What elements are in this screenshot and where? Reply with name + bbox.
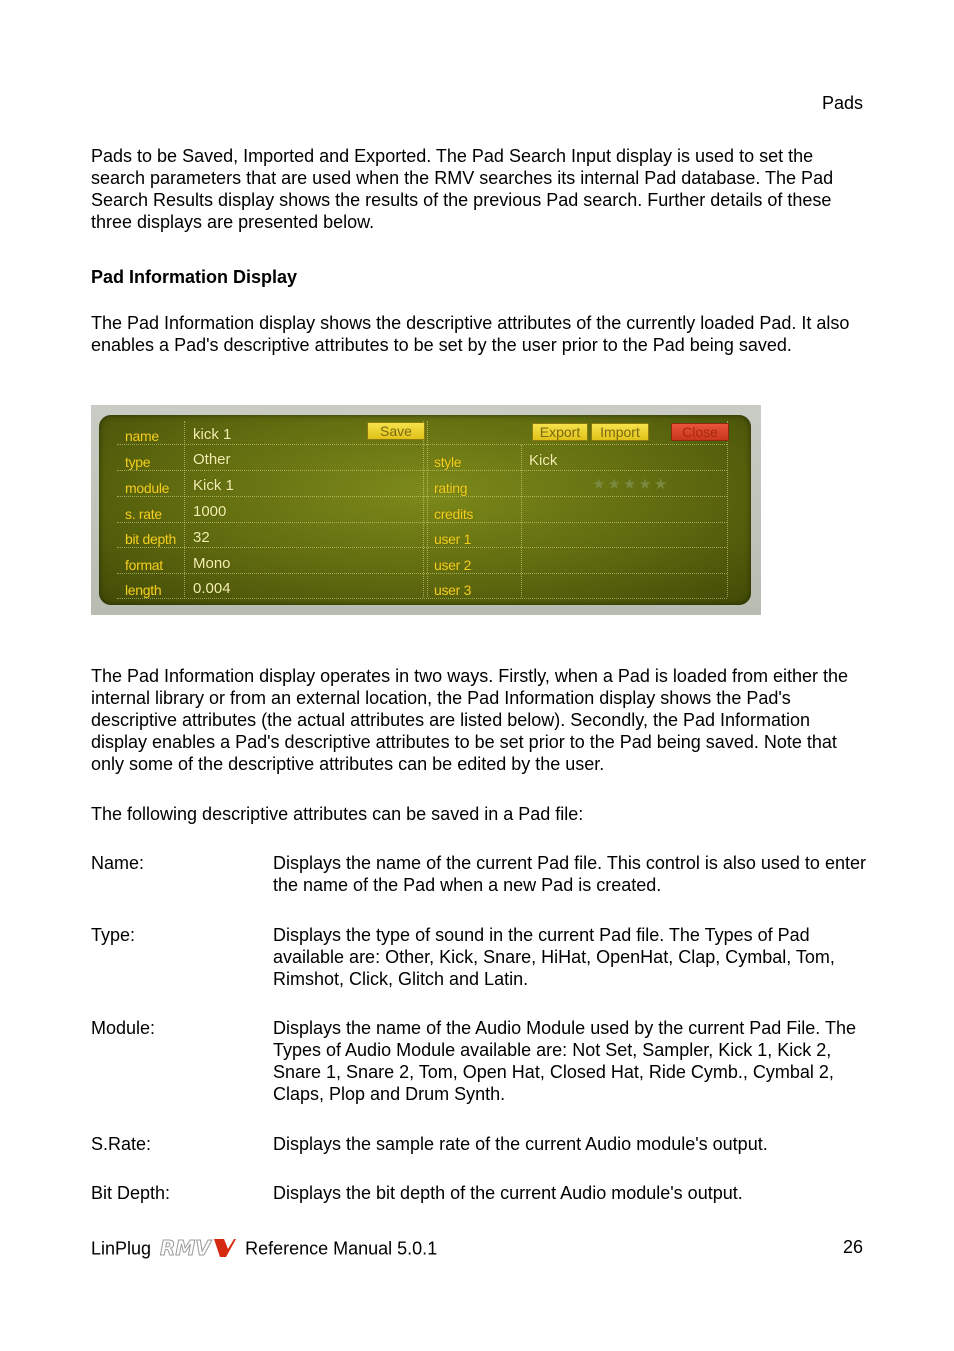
intro-paragraph: Pads to be Saved, Imported and Exported. The Pad Search Input display is used to set the search parameters that are used when the RMV searches its internal Pad database. The Pad Search Results display shows the results of the previous Pad search. Further details of these three displays are presented below. (91, 146, 834, 232)
term: Name: (91, 853, 145, 873)
label-credits: credits (434, 506, 474, 522)
bit-depth-value: 32 (193, 529, 210, 546)
label-rating: rating (434, 480, 468, 496)
divider (423, 421, 424, 597)
term: Module: (91, 1018, 156, 1038)
logo-accent (214, 1239, 236, 1257)
user-1-field[interactable] (529, 527, 725, 545)
pad-information-display (91, 405, 761, 615)
format-value: Mono (193, 555, 231, 572)
label-user-2: user 2 (434, 557, 472, 573)
following-paragraph: The following descriptive attributes can be saved in a Pad file: (91, 804, 584, 824)
type-field[interactable]: Other (193, 451, 231, 468)
description: Displays the bit depth of the current Audio module's output. (273, 1183, 743, 1203)
footer-title (91, 1236, 437, 1259)
star-icon[interactable]: ★ (653, 476, 670, 493)
star-icon[interactable]: ★ (607, 476, 623, 493)
label-format: format (125, 557, 163, 573)
logo-text: RMV (160, 1237, 211, 1260)
save-button[interactable]: Save (367, 422, 425, 440)
divider (184, 421, 185, 597)
description: Displays the type of sound in the current Pad file. The Types of Pad available are: Other, Kick, Snare, HiHat, OpenHat, Clap, Cymbal, Tom, Rimshot, Click, Glitch and Latin. (273, 925, 835, 989)
module-value: Kick 1 (193, 477, 234, 494)
star-icon[interactable]: ★ (592, 476, 608, 493)
star-icon[interactable]: ★ (638, 476, 654, 493)
page-number: 26 (842, 1237, 863, 1257)
label-s-rate: s. rate (125, 506, 162, 522)
style-field[interactable]: Kick (529, 452, 558, 469)
divider (521, 445, 522, 597)
divider (427, 421, 428, 597)
export-button[interactable]: Export (532, 423, 588, 441)
user-2-field[interactable] (529, 553, 725, 571)
description: Displays the name of the current Pad file. This control is also used to enter the name of the Pad when a new Pad is created. (273, 853, 866, 895)
operation-paragraph: The Pad Information display operates in two ways. Firstly, when a Pad is loaded from either the internal library or from an external location, the Pad Information display shows the Pad's descriptive attributes (the actual attributes are listed below). Secondly, the Pad Information display enables a Pad's descriptive attributes to be set prior to the Pad being saved. Note that only some of the descriptive attributes can be edited by the user. (91, 666, 849, 774)
description: Displays the sample rate of the current Audio module's output. (273, 1134, 768, 1154)
running-header: Pads (821, 93, 863, 113)
length-value: 0.004 (193, 580, 231, 597)
star-icon[interactable]: ★ (622, 476, 639, 493)
label-style: style (434, 454, 462, 470)
label-user-1: user 1 (434, 531, 472, 547)
page-footer (91, 1236, 863, 1260)
divider (727, 421, 728, 597)
label-type: type (125, 454, 151, 470)
brand-name: LinPlug (91, 1238, 152, 1259)
rmv-logo-icon (158, 1237, 236, 1259)
label-module: module (125, 480, 170, 496)
term: Type: (91, 925, 136, 945)
credits-field[interactable] (529, 501, 725, 519)
label-length: length (125, 582, 162, 598)
term: S.Rate: (91, 1134, 152, 1154)
name-field[interactable]: kick 1 (193, 426, 232, 443)
label-bit-depth: bit depth (125, 531, 177, 547)
import-button[interactable]: Import (591, 423, 649, 441)
description: Displays the name of the Audio Module used by the current Pad File. The Types of Audio Module available are: Not Set, Sampler, Kick 1, Kick 2, Snare 1, Snare 2, Tom, Open Hat, Closed Hat, Ride Cymb., Cymbal 2, Claps, Plop and Drum Synth. (273, 1018, 857, 1104)
pad-info-panel (99, 415, 751, 605)
rating-stars[interactable] (592, 474, 669, 496)
manual-title: Reference Manual 5.0.1 (245, 1238, 438, 1259)
section-paragraph: The Pad Information display shows the descriptive attributes of the currently loaded Pad. It also enables a Pad's descriptive attributes to be set by the user prior to the Pad being saved. (91, 313, 850, 355)
s-rate-value: 1000 (193, 503, 227, 520)
close-button[interactable]: Close (671, 423, 729, 441)
term: Bit Depth: (91, 1183, 171, 1203)
label-user-3: user 3 (434, 582, 472, 598)
label-name: name (125, 428, 159, 444)
section-heading: Pad Information Display (91, 267, 298, 287)
user-3-field[interactable] (529, 578, 725, 596)
